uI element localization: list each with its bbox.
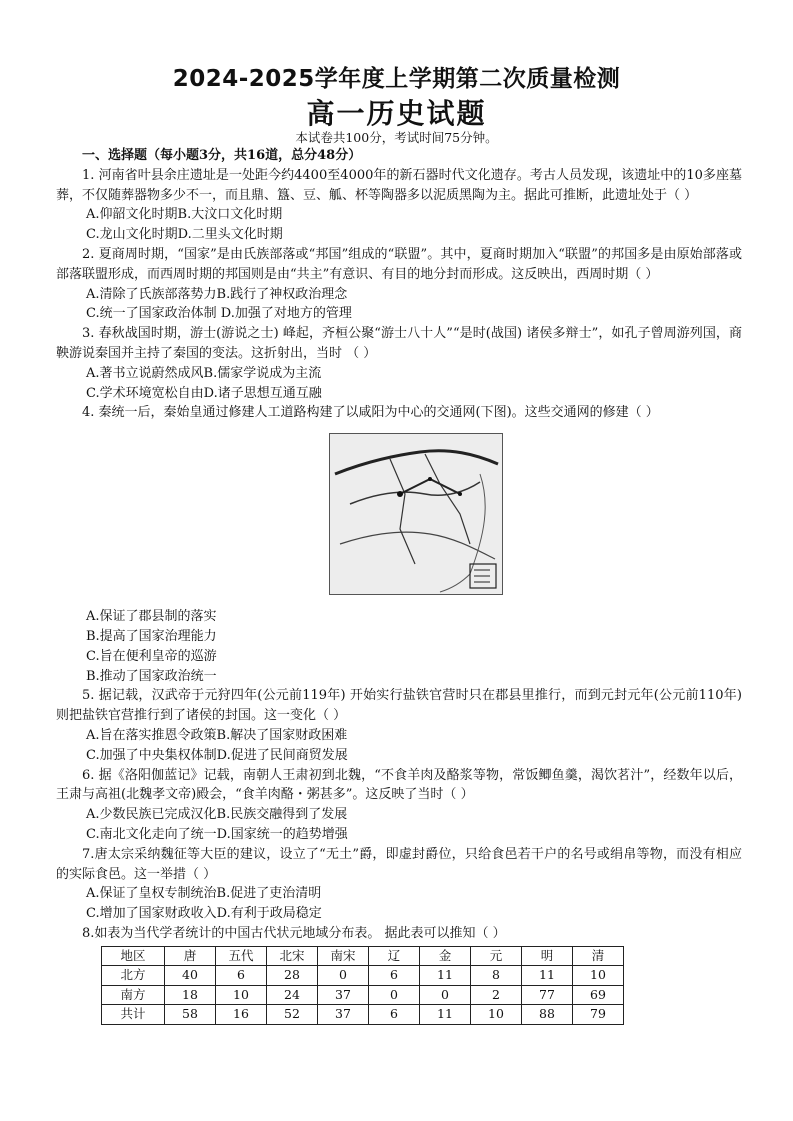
table-cell: 0 [420,985,471,1005]
table-cell: 0 [369,985,420,1005]
table-cell: 77 [522,985,573,1005]
exam-info: 本试卷共100分，考试时间75分钟。 [295,130,498,145]
table-cell: 6 [369,966,420,986]
table-cell: 58 [165,1005,216,1025]
table-cell: 8 [471,966,522,986]
table-row [102,966,624,986]
exam-subject: 高一历史试题 [306,97,487,130]
question-2-option: A.清除了氏族部落势力B.践行了神权政治理念 [86,286,348,302]
question-3-option: C.学术环境宽松自由D.诸子思想互通互融 [86,385,322,401]
question-6-option: A.少数民族已完成汉化B.民族交融得到了发展 [86,807,348,823]
table-cell: 52 [267,1005,318,1025]
table-cell: 共计 [102,1005,165,1025]
table-row [102,1005,624,1025]
question-4-option: C.旨在便利皇帝的巡游 [86,648,217,664]
table-header-row [102,946,624,966]
table-cell: 88 [522,1005,573,1025]
table-cell: 37 [318,985,369,1005]
map-sketch [330,434,502,594]
question-3-stem: 3. 春秋战国时期，游士(游说之士) 峰起，齐桓公聚“游士八十人”“是时(战国) 诸侯多辩士”，如孔子曾周游列国，商鞅游说秦国并主持了秦国的变法。这折射出，当时 （ ） [56,326,742,361]
question-4-option: B.推动了国家政治统一 [86,668,217,684]
question-5-stem: 5. 据记载，汉武帝于元狩四年(公元前119年) 开始实行盐铁官营时只在郡县里推行，而到元封元年(公元前110年)则把盐铁官营推行到了诸侯的封国。这一变化（ ） [56,688,742,724]
table-header-cell: 明 [522,946,573,966]
table-header-cell: 辽 [369,946,420,966]
section-title: 一、选择题（每小题3分，共16道，总分48分） [82,148,362,163]
table-header-cell: 元 [471,946,522,966]
question-2-stem: 2. 夏商周时期，“国家”是由氏族部落或“邦国”组成的“联盟”。其中，夏商时期加入“联盟”的邦国多是由原始部落或部落联盟形成，而西周时期的邦国则是由“共主”有意识、有目的地分封而形成。这反映出，西周时期（ ） [56,246,742,282]
question-6-option: C.南北文化走向了统一D.国家统一的趋势增强 [86,826,348,842]
question-6-stem: 6. 据《洛阳伽蓝记》记载，南朝人王肃初到北魏，“不食羊肉及酪浆等物，常饭鲫鱼羹，渴饮茗汁”，经数年以后，王肃与高祖(北魏孝文帝)殿会，“食羊肉酪・粥甚多”。这反映了当时（ ） [56,767,742,803]
table-header-cell: 南宋 [318,946,369,966]
table-cell: 79 [573,1005,624,1025]
table-cell: 11 [420,966,471,986]
table-cell: 11 [522,966,573,986]
table-cell: 18 [165,985,216,1005]
table-cell: 69 [573,985,624,1005]
table-cell: 2 [471,985,522,1005]
table-header-cell: 清 [573,946,624,966]
table-cell: 0 [318,966,369,986]
table-cell: 16 [216,1005,267,1025]
question-5-option: A.旨在落实推恩令政策B.解决了国家财政困难 [86,727,348,743]
table-header-cell: 唐 [165,946,216,966]
question-1-stem: 1. 河南省叶县余庄遗址是一处距今约4400至4000年的新石器时代文化遗存。考古人员发现，该遗址中的10多座墓葬，不仅随葬器物多少不一，而且鼎、簋、豆、觚、杯等陶器多以泥质黑陶为主。据此可推断，此遗址处于（ ） [56,167,742,203]
table-cell: 6 [369,1005,420,1025]
question-1-option: A.仰韶文化时期B.大汶口文化时期 [86,207,283,223]
table-cell: 37 [318,1005,369,1025]
table-cell: 24 [267,985,318,1005]
question-7-option: A.保证了皇权专制统治B.促进了吏治清明 [86,886,322,902]
table-header-cell: 地区 [102,946,165,966]
table-cell: 28 [267,966,318,986]
table-cell: 南方 [102,985,165,1005]
table-header-cell: 五代 [216,946,267,966]
table-cell: 40 [165,966,216,986]
table-cell: 10 [471,1005,522,1025]
table-header-cell: 金 [420,946,471,966]
table-cell: 北方 [102,966,165,986]
table-row [102,985,624,1005]
question-1-option: C.龙山文化时期D.二里头文化时期 [86,227,283,243]
question-4-option: B.提高了国家治理能力 [86,628,217,644]
question-7-option: C.增加了国家财政收入D.有利于政局稳定 [86,906,322,922]
question-4-option: A.保证了郡县制的落实 [86,609,217,625]
table-cell: 6 [216,966,267,986]
question-7-stem: 7.唐太宗采纳魏征等大臣的建议，设立了“无土”爵，即虚封爵位，只给食邑若干户的名号或绢帛等物，而没有相应的实际食邑。这一举措（ ） [56,846,742,882]
question-4-stem: 4. 秦统一后，秦始皇通过修建人工道路构建了以咸阳为中心的交通网(下图)。这些交通网的修建（ ） [82,405,659,421]
qin-road-map-image [329,433,503,595]
question-5-option: C.加强了中央集权体制D.促进了民间商贸发展 [86,747,348,763]
table-cell: 10 [573,966,624,986]
table-cell: 10 [216,985,267,1005]
table-cell: 11 [420,1005,471,1025]
table-header-cell: 北宋 [267,946,318,966]
exam-title: 2024-2025学年度上学期第二次质量检测 [172,66,621,92]
question-8-stem: 8.如表为当代学者统计的中国古代状元地域分布表。 据此表可以推知（ ） [82,925,506,941]
question-2-option: C.统一了国家政治体制 D.加强了对地方的管理 [86,306,352,322]
question-3-option: A.著书立说蔚然成风B.儒家学说成为主流 [86,365,322,381]
exam-content [56,146,742,1025]
zhuangyuan-distribution-table [101,946,624,1025]
